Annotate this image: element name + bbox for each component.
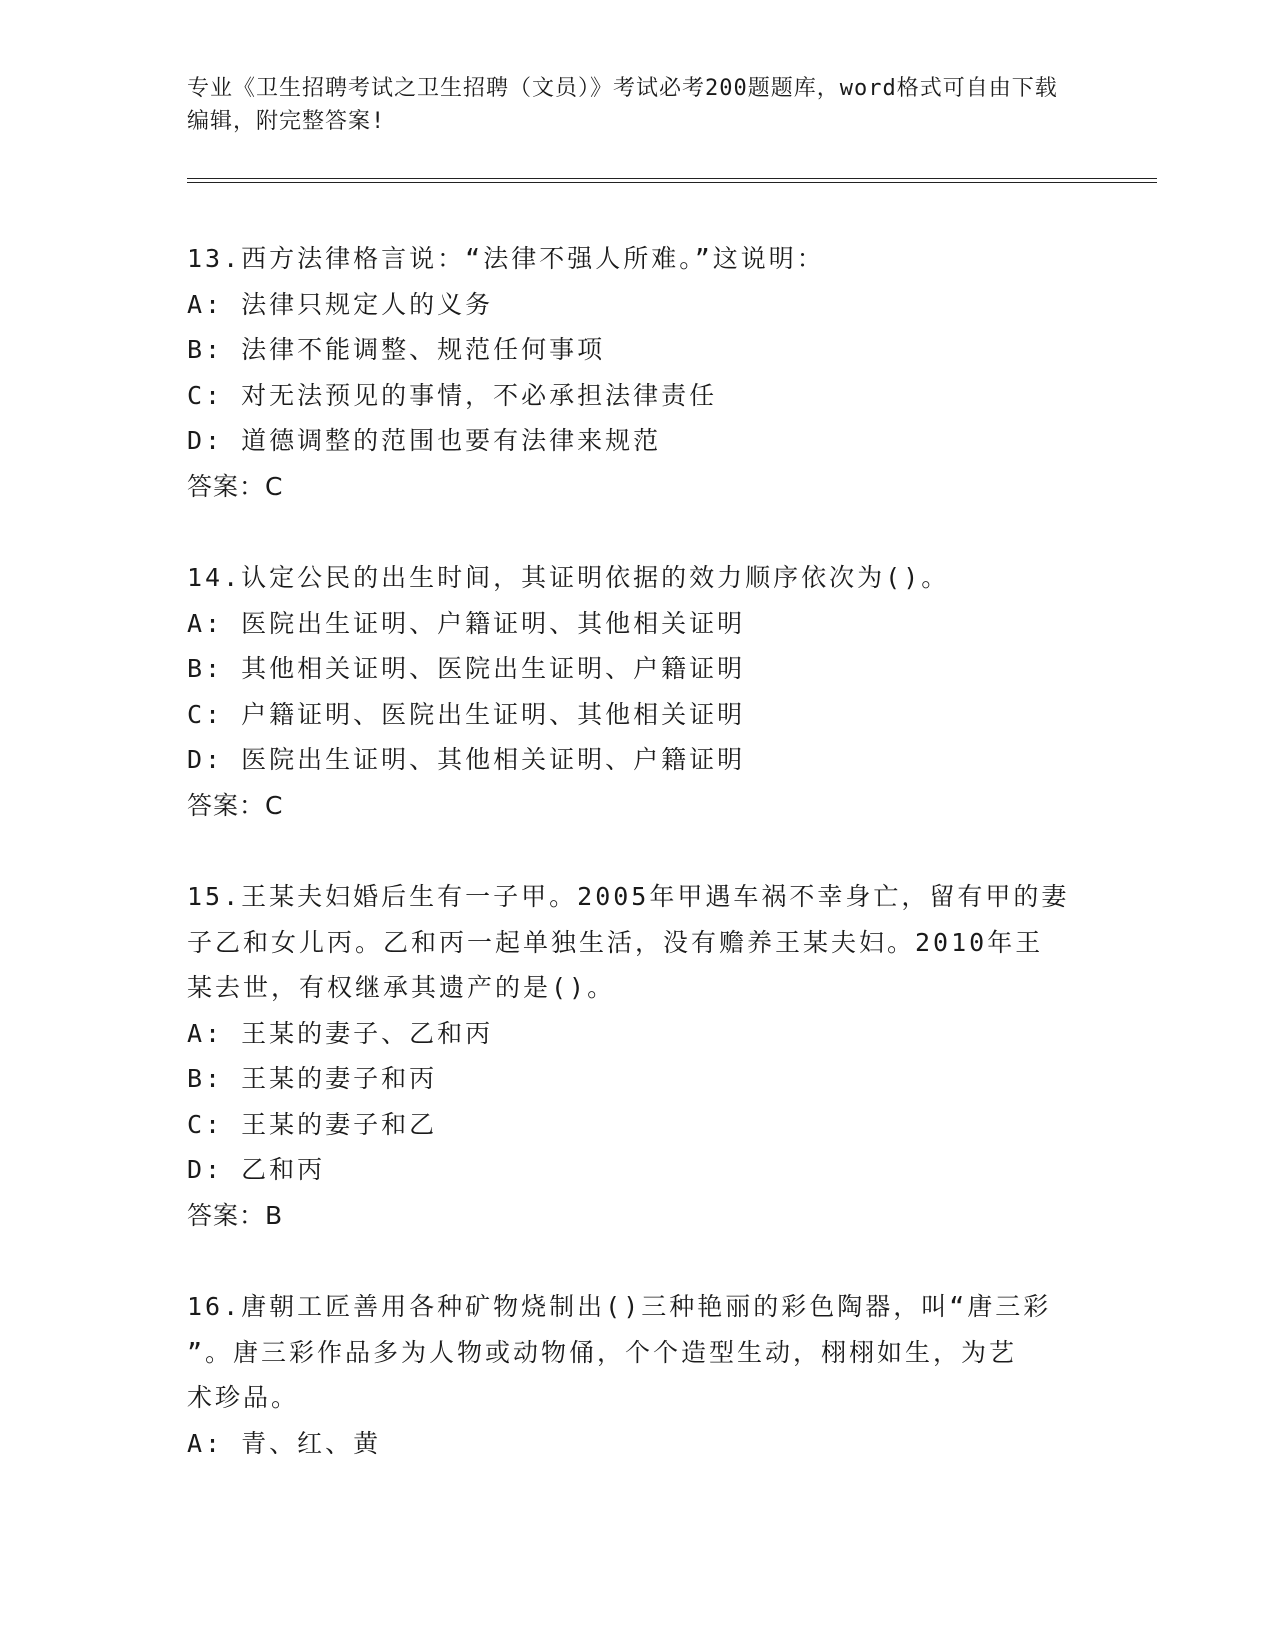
option-d: D: 道德调整的范围也要有法律来规范 bbox=[187, 426, 662, 455]
option-d: D: 乙和丙 bbox=[187, 1155, 326, 1184]
question-stem: 13.西方法律格言说：“法律不强人所难。”这说明： bbox=[187, 244, 825, 273]
answer-label: 答案：B bbox=[187, 1200, 284, 1230]
question-stem-line-3: 某去世，有权继承其遗产的是()。 bbox=[187, 973, 616, 1002]
question-stem-line-1: 16.唐朝工匠善用各种矿物烧制出()三种艳丽的彩色陶器，叫“唐三彩 bbox=[187, 1292, 1052, 1321]
option-c: C: 对无法预见的事情，不必承担法律责任 bbox=[187, 380, 718, 410]
option-b: B: 其他相关证明、医院出生证明、户籍证明 bbox=[187, 654, 746, 683]
option-a: A: 王某的妻子、乙和丙 bbox=[187, 1018, 494, 1048]
header-divider bbox=[187, 178, 1157, 183]
question-13 bbox=[187, 236, 1087, 509]
question-stem-line-2: ”。唐三彩作品多为人物或动物俑，个个造型生动，栩栩如生，为艺 bbox=[187, 1337, 1018, 1367]
option-d: D: 医院出生证明、其他相关证明、户籍证明 bbox=[187, 745, 746, 774]
answer-label: 答案：C bbox=[187, 790, 284, 820]
option-b: B: 王某的妻子和丙 bbox=[187, 1064, 438, 1093]
document-header: 专业《卫生招聘考试之卫生招聘（文员）》考试必考200题题库，word格式可自由下载编辑，附完整答案! bbox=[187, 76, 1058, 134]
question-15 bbox=[187, 874, 1087, 1238]
question-list bbox=[187, 236, 1087, 1512]
option-a: A: 青、红、黄 bbox=[187, 1428, 382, 1458]
option-c: C: 王某的妻子和乙 bbox=[187, 1109, 438, 1139]
question-14 bbox=[187, 555, 1087, 828]
question-stem: 14.认定公民的出生时间，其证明依据的效力顺序依次为()。 bbox=[187, 563, 950, 592]
question-16 bbox=[187, 1284, 1087, 1466]
option-a: A: 医院出生证明、户籍证明、其他相关证明 bbox=[187, 608, 746, 638]
answer-label: 答案：C bbox=[187, 471, 284, 501]
option-c: C: 户籍证明、医院出生证明、其他相关证明 bbox=[187, 699, 746, 729]
option-b: B: 法律不能调整、规范任何事项 bbox=[187, 335, 606, 364]
question-stem-line-3: 术珍品。 bbox=[187, 1383, 300, 1412]
option-a: A: 法律只规定人的义务 bbox=[187, 289, 494, 319]
question-stem-line-2: 子乙和女儿丙。乙和丙一起单独生活，没有赡养王某夫妇。2010年王 bbox=[187, 927, 1044, 957]
question-stem-line-1: 15.王某夫妇婚后生有一子甲。2005年甲遇车祸不幸身亡，留有甲的妻 bbox=[187, 882, 1070, 911]
